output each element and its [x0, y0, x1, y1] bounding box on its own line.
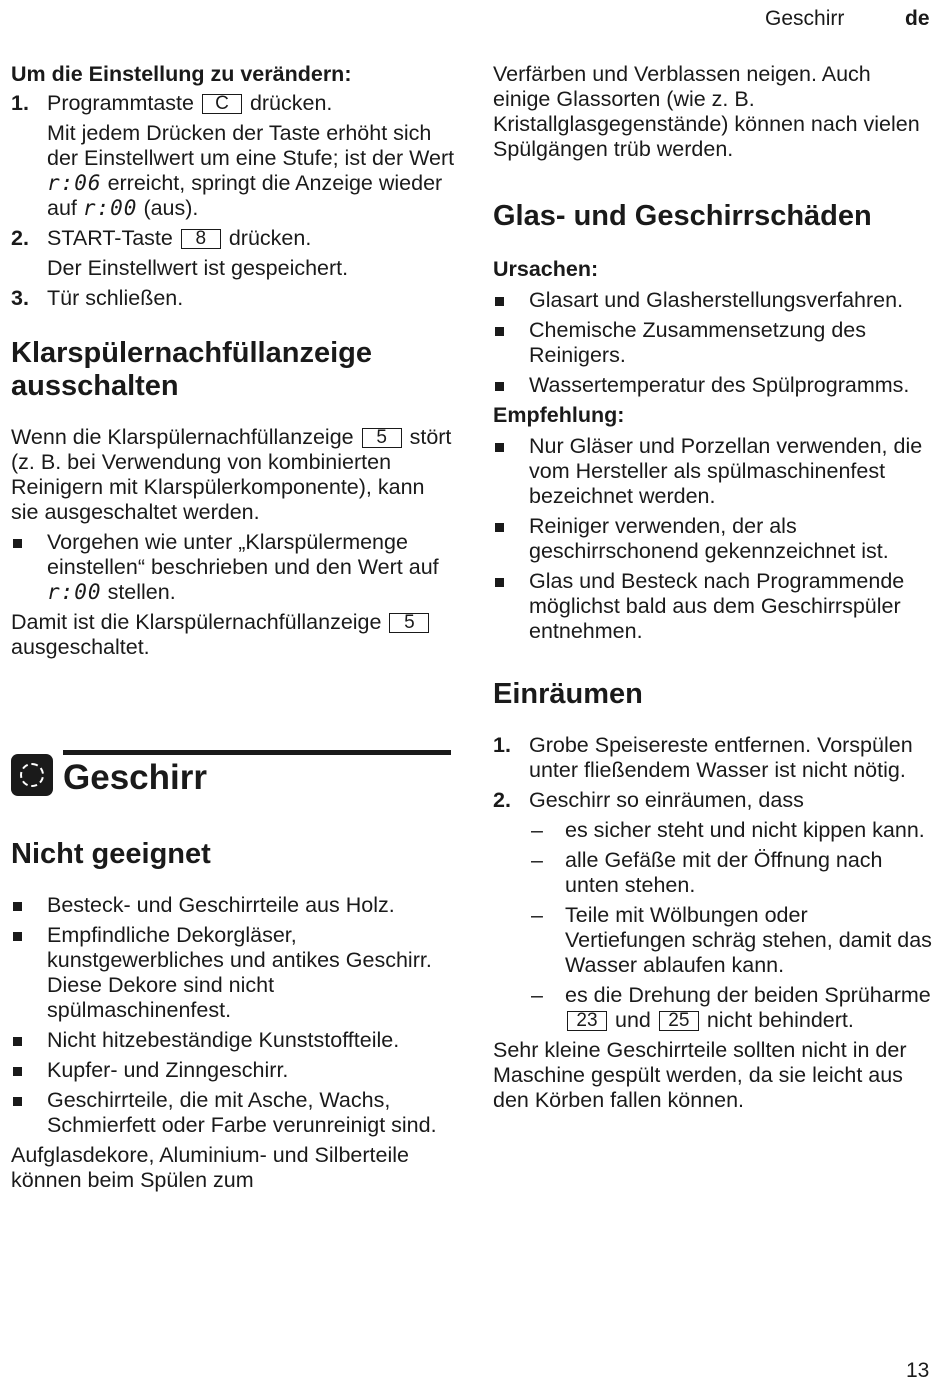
load-step-1: [493, 733, 933, 783]
right-column: [493, 62, 933, 1113]
step-number: 2.: [493, 788, 511, 812]
header-language: de: [905, 7, 930, 30]
bullet-icon: [13, 1097, 22, 1106]
key-label: 25: [659, 1011, 699, 1031]
detail-text: erreicht, springt die Anzeige wieder auf: [47, 171, 443, 220]
item-text: es die Drehung der beiden Sprüharme: [565, 983, 931, 1007]
list-item: [493, 514, 933, 564]
dash-icon: –: [531, 848, 543, 872]
header-section-title: Geschirr: [765, 7, 845, 30]
list-item: [11, 1058, 456, 1083]
list-item: [493, 569, 933, 644]
item-text: Glasart und Glasherstellungsverfahren.: [529, 288, 904, 312]
unsuitable-heading: Nicht geeignet: [11, 838, 211, 870]
section-header: [11, 750, 456, 810]
item-text: Empfindliche Dekorgläser, kunstgewerbliches und antikes Geschirr. Diese Dekore sind nicht spülmaschinenfest.: [47, 923, 432, 1022]
list-item: [11, 530, 456, 605]
step-1: [11, 91, 456, 116]
bullet-icon: [13, 539, 22, 548]
paragraph-text: stört (z. B. bei Verwendung von kombinierten Reinigern mit Klarspülerkomponente), kann sie ausgeschaltet werden.: [11, 425, 452, 524]
key-label: 5: [389, 613, 429, 633]
paragraph-text: Damit ist die Klarspülernachfüllanzeige: [11, 610, 382, 634]
bullet-icon: [495, 523, 504, 532]
item-text: es sicher steht und nicht kippen kann.: [565, 818, 925, 842]
causes-list: [493, 288, 933, 398]
step-1-detail: [11, 121, 456, 221]
item-text: nicht behindert.: [706, 1008, 854, 1032]
list-item: [493, 373, 933, 398]
bullet-icon: [13, 932, 22, 941]
bullet-icon: [495, 297, 504, 306]
key-label: 23: [567, 1011, 607, 1031]
display-value: r:00: [82, 196, 138, 220]
section-rule: [63, 750, 451, 755]
load-step-2: [493, 788, 933, 813]
step-text: drücken.: [249, 91, 333, 115]
bullet-icon: [495, 327, 504, 336]
step-number: 3.: [11, 286, 29, 310]
step-number: 1.: [11, 91, 29, 115]
step-text: Grobe Speisereste entfernen. Vorspülen unter fließendem Wasser ist nicht nötig.: [529, 733, 913, 782]
rinse-paragraph: [11, 425, 456, 525]
sub-item: [493, 903, 933, 978]
bullet-icon: [13, 1037, 22, 1046]
item-text: Geschirrteile, die mit Asche, Wachs, Schmierfett oder Farbe verunreinigt sind.: [47, 1088, 437, 1137]
dash-icon: –: [531, 983, 543, 1007]
damage-heading: Glas- und Geschirrschäden: [493, 200, 872, 232]
continued-text: Verfärben und Verblassen neigen. Auch einige Glassorten (wie z. B. Kristallglasgegenstände) können nach vielen Spülgängen trüb werden.: [493, 62, 920, 161]
bullet-icon: [13, 902, 22, 911]
paragraph-text: Wenn die Klarspülernachfüllanzeige: [11, 425, 354, 449]
item-text: alle Gefäße mit der Öffnung nach unten stehen.: [565, 848, 883, 897]
load-sublist: [493, 818, 933, 1033]
detail-text: (aus).: [143, 196, 199, 220]
item-text: stellen.: [107, 580, 176, 604]
recommend-label: Empfehlung:: [493, 403, 625, 427]
item-text: Besteck- und Geschirrteile aus Holz.: [47, 893, 395, 917]
step-text: Programmtaste: [47, 91, 194, 115]
step-number: 2.: [11, 226, 29, 250]
list-item: [493, 434, 933, 509]
step-text: START-Taste: [47, 226, 173, 250]
step-text: drücken.: [228, 226, 312, 250]
step-2: [11, 226, 456, 251]
closing-text: Aufglasdekore, Aluminium- und Silberteile können beim Spülen zum: [11, 1143, 409, 1192]
rinse-closing: [11, 610, 456, 660]
key-label: 8: [181, 229, 221, 249]
unsuitable-list: [11, 893, 456, 1138]
step-text: Tür schließen.: [47, 286, 184, 310]
final-text: Sehr kleine Geschirrteile sollten nicht in der Maschine gespült werden, da sie leicht aus den Körben fallen können.: [493, 1038, 907, 1112]
key-label: 5: [362, 428, 402, 448]
item-text: und: [614, 1008, 651, 1032]
list-item: [11, 1088, 456, 1138]
bullet-icon: [495, 443, 504, 452]
detail-text: Mit jedem Drücken der Taste erhöht sich der Einstellwert um eine Stufe; ist der Wert: [47, 121, 455, 170]
key-label: C: [202, 94, 242, 114]
dash-icon: –: [531, 903, 543, 927]
list-item: [11, 1028, 456, 1053]
step-number: 1.: [493, 733, 511, 757]
step-3: [11, 286, 456, 311]
list-item: [493, 288, 933, 313]
left-column: [11, 62, 456, 1193]
display-value: r:00: [47, 580, 102, 604]
loading-heading: Einräumen: [493, 678, 643, 710]
bullet-icon: [495, 382, 504, 391]
item-text: Wassertemperatur des Spülprogramms.: [529, 373, 910, 397]
item-text: Chemische Zusammensetzung des Reinigers.: [529, 318, 866, 367]
list-item: [11, 923, 456, 1023]
item-text: Nicht hitzebeständige Kunststoffteile.: [47, 1028, 400, 1052]
item-text: Vorgehen wie unter „Klarspülermenge einstellen“ beschrieben und den Wert auf: [47, 530, 439, 579]
rinse-heading: Klarspülernachfüllanzeige ausschalten: [11, 337, 372, 402]
step-2-detail: Der Einstellwert ist gespeichert.: [47, 256, 349, 280]
paragraph-text: ausgeschaltet.: [11, 635, 150, 659]
bullet-icon: [13, 1067, 22, 1076]
dash-icon: –: [531, 818, 543, 842]
item-text: Glas und Besteck nach Programmende möglichst bald aus dem Geschirrspüler entnehmen.: [529, 569, 905, 643]
causes-label: Ursachen:: [493, 257, 599, 281]
section-title: Geschirr: [63, 758, 207, 797]
item-text: Reiniger verwenden, der als geschirrschonend gekennzeichnet ist.: [529, 514, 889, 563]
item-text: Teile mit Wölbungen oder Vertiefungen schräg stehen, damit das Wasser ablaufen kann.: [565, 903, 932, 977]
sub-item: [493, 818, 933, 843]
sub-item: [493, 848, 933, 898]
bullet-icon: [495, 578, 504, 587]
page-number: 13: [906, 1359, 930, 1382]
change-heading: Um die Einstellung zu verändern:: [11, 62, 352, 86]
step-text: Geschirr so einräumen, dass: [529, 788, 804, 812]
list-item: [11, 893, 456, 918]
sub-item: [493, 983, 933, 1033]
dishes-icon: [11, 754, 53, 796]
item-text: Kupfer- und Zinngeschirr.: [47, 1058, 289, 1082]
display-value: r:06: [47, 171, 102, 195]
item-text: Nur Gläser und Porzellan verwenden, die vom Hersteller als spülmaschinenfest bezeichnet werden.: [529, 434, 923, 508]
recommend-list: [493, 434, 933, 644]
list-item: [493, 318, 933, 368]
